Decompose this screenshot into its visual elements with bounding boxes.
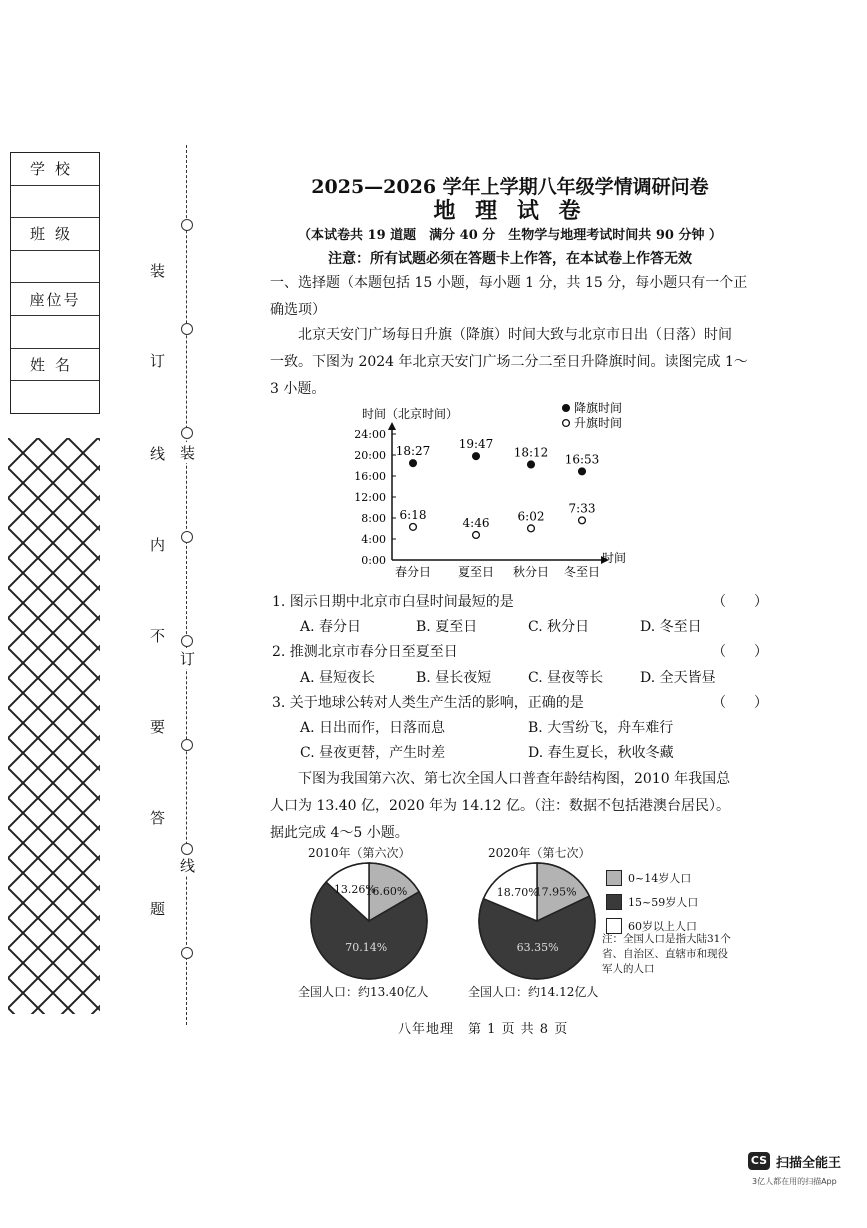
pie-label: 16.60% [365, 884, 408, 898]
pie-total: 全国人口：约14.12亿人 [468, 985, 599, 999]
binding-char-right: 装 [180, 444, 196, 462]
answer-parentheses: （ ） [712, 594, 768, 610]
legend-marker [563, 420, 570, 427]
scanner-name: 扫描全能王 [776, 1156, 842, 1171]
y-tick-label: 8:00 [361, 512, 386, 525]
question-option: A. 日出而作，日落而息 [300, 720, 446, 736]
y-axis-arrow [388, 422, 396, 430]
binding-char: 内 [150, 536, 166, 554]
data-label: 18:12 [513, 445, 549, 460]
legend-label: 降旗时间 [574, 401, 623, 415]
binding-char-right: 线 [180, 857, 196, 875]
pie-label: 63.35% [516, 941, 559, 955]
y-tick-label: 4:00 [361, 533, 386, 546]
data-label: 6:02 [517, 509, 545, 524]
question-stem: 3. 关于地球公转对人类生产生活的影响，正确的是 [272, 695, 584, 711]
pie-label: 18.70% [496, 886, 539, 900]
pie-note: 注：全国人口是指大陆31个省、自治区、直辖市和现役军人的人口 [602, 933, 731, 975]
intro-line: 人口为 13.40 亿，2020 年为 14.12 亿。（注：数据不包括港澳台居民）。 [270, 798, 731, 814]
intro-line: 一致。下图为 2024 年北京天安门广场二分二至日升降旗时间。读图完成 1～ [270, 354, 748, 370]
x-tick-label: 春分日 [394, 565, 432, 579]
binding-hole [181, 739, 193, 751]
question-stem: 2. 推测北京市春分日至夏至日 [272, 644, 458, 660]
data-label: 16:53 [564, 452, 600, 467]
info-field-class [11, 251, 99, 284]
info-field-name [11, 381, 99, 413]
binding-char: 不 [150, 627, 166, 645]
binding-hole [181, 947, 193, 959]
y-tick-label: 24:00 [354, 428, 386, 441]
pie-label: 13.26% [333, 883, 376, 897]
x-tick-label: 夏至日 [457, 565, 495, 579]
question-option: A. 春分日 [300, 619, 362, 635]
pie-label: 17.95% [534, 885, 577, 899]
question-option: B. 夏至日 [416, 619, 478, 635]
info-label-seat: 座位号 [11, 283, 99, 316]
pie-title: 2010年（第六次） [308, 846, 411, 860]
x-axis-label: 时间 [602, 551, 627, 565]
student-info-table [10, 152, 100, 414]
binding-hole [181, 427, 193, 439]
question-option: C. 秋分日 [528, 619, 590, 635]
data-label: 19:47 [458, 437, 494, 452]
exam-notice: 注意：所有试题必须在答题卡上作答，在本试卷上作答无效 [328, 251, 692, 267]
legend-label: 60岁以上人口 [628, 920, 697, 933]
legend-item [606, 890, 698, 914]
binding-dashed-line [186, 145, 187, 1025]
intro-line: 下图为我国第六次、第七次全国人口普查年龄结构图，2010 年我国总 [298, 771, 731, 787]
data-label: 18:27 [395, 444, 431, 459]
intro-line: 3 小题。 [270, 381, 326, 397]
pie-legend [606, 866, 698, 938]
answer-parentheses: （ ） [712, 695, 768, 711]
intro-line: 据此完成 4～5 小题。 [270, 825, 409, 841]
data-label: 4:46 [462, 515, 490, 530]
info-label-name: 姓名 [11, 349, 99, 382]
pie-chart-2020 [476, 860, 598, 982]
legend-marker [563, 405, 570, 412]
answer-parentheses: （ ） [712, 644, 768, 660]
question-option: A. 昼短夜长 [300, 670, 376, 686]
page-footer: 八年地理 第 1 页 共 8 页 [398, 1022, 569, 1037]
pie-chart-2010 [308, 860, 430, 982]
binding-hole [181, 531, 193, 543]
info-label-school: 学校 [11, 153, 99, 186]
x-tick-label: 秋分日 [512, 565, 550, 579]
legend-label: 15~59岁人口 [628, 896, 699, 909]
question-option: D. 春生夏长，秋收冬藏 [528, 745, 674, 761]
crosshatch-pattern [8, 438, 100, 1014]
y-axis-label: 时间（北京时间） [362, 407, 459, 421]
x-tick-label: 冬至日 [563, 565, 601, 579]
data-point [473, 453, 480, 460]
binding-char: 答 [150, 809, 166, 827]
scanner-tagline: 3亿人都在用的扫描App [752, 1177, 837, 1186]
question-stem: 1. 图示日期中北京市白昼时间最短的是 [272, 594, 514, 610]
data-point [410, 524, 417, 531]
binding-char: 订 [150, 352, 166, 370]
binding-hole [181, 635, 193, 647]
legend-label: 升旗时间 [574, 416, 623, 430]
y-tick-label: 16:00 [354, 470, 386, 483]
data-point [528, 525, 535, 532]
binding-char-right: 订 [180, 650, 196, 668]
question-option: D. 全天皆昼 [640, 670, 716, 686]
binding-hole [181, 323, 193, 335]
question-option: D. 冬至日 [640, 619, 702, 635]
binding-char: 装 [150, 262, 166, 280]
data-label: 7:33 [568, 501, 596, 516]
y-tick-label: 12:00 [354, 491, 386, 504]
data-point [473, 532, 480, 539]
y-tick-label: 0:00 [361, 554, 386, 567]
question-option: C. 昼夜更替，产生时差 [300, 745, 446, 761]
info-field-school [11, 186, 99, 219]
exam-subtitle: 地 理 试 卷 [433, 198, 587, 224]
data-point [579, 468, 586, 475]
exam-title: 2025—2026 学年上学期八年级学情调研问卷 [311, 176, 709, 198]
binding-char: 题 [150, 900, 166, 918]
binding-hole [181, 843, 193, 855]
question-option: C. 昼夜等长 [528, 670, 604, 686]
info-label-class: 班级 [11, 218, 99, 251]
section-heading-line: 一、选择题（本题包括 15 小题，每小题 1 分，共 15 分，每小题只有一个正 [270, 275, 748, 291]
flag-time-chart [340, 398, 640, 588]
binding-hole [181, 219, 193, 231]
pie-label: 70.14% [345, 940, 388, 954]
pie-title: 2020年（第七次） [488, 846, 591, 860]
pie-total: 全国人口：约13.40亿人 [298, 985, 429, 999]
intro-line: 北京天安门广场每日升旗（降旗）时间大致与北京市日出（日落）时间 [298, 327, 732, 343]
data-point [410, 460, 417, 467]
data-point [528, 461, 535, 468]
section-heading-line: 确选项） [270, 302, 326, 318]
scanner-logo-icon: CS [748, 1152, 770, 1170]
section-heading [270, 270, 748, 324]
question-option: B. 大雪纷飞，舟车难行 [528, 720, 674, 736]
y-tick-label: 20:00 [354, 449, 386, 462]
legend-item [606, 866, 698, 890]
legend-swatch [606, 870, 622, 886]
binding-char: 要 [150, 718, 166, 736]
data-point [579, 517, 586, 524]
intro-paragraph-2 [270, 766, 748, 847]
data-label: 6:18 [399, 507, 427, 522]
question-option: B. 昼长夜短 [416, 670, 492, 686]
info-field-seat [11, 316, 99, 349]
legend-label: 0~14岁人口 [628, 872, 692, 885]
intro-paragraph-1 [270, 322, 748, 403]
legend-swatch [606, 894, 622, 910]
exam-meta: （本试卷共 19 道题 满分 40 分 生物学与地理考试时间共 90 分钟 ） [298, 228, 722, 243]
binding-char: 线 [150, 445, 166, 463]
